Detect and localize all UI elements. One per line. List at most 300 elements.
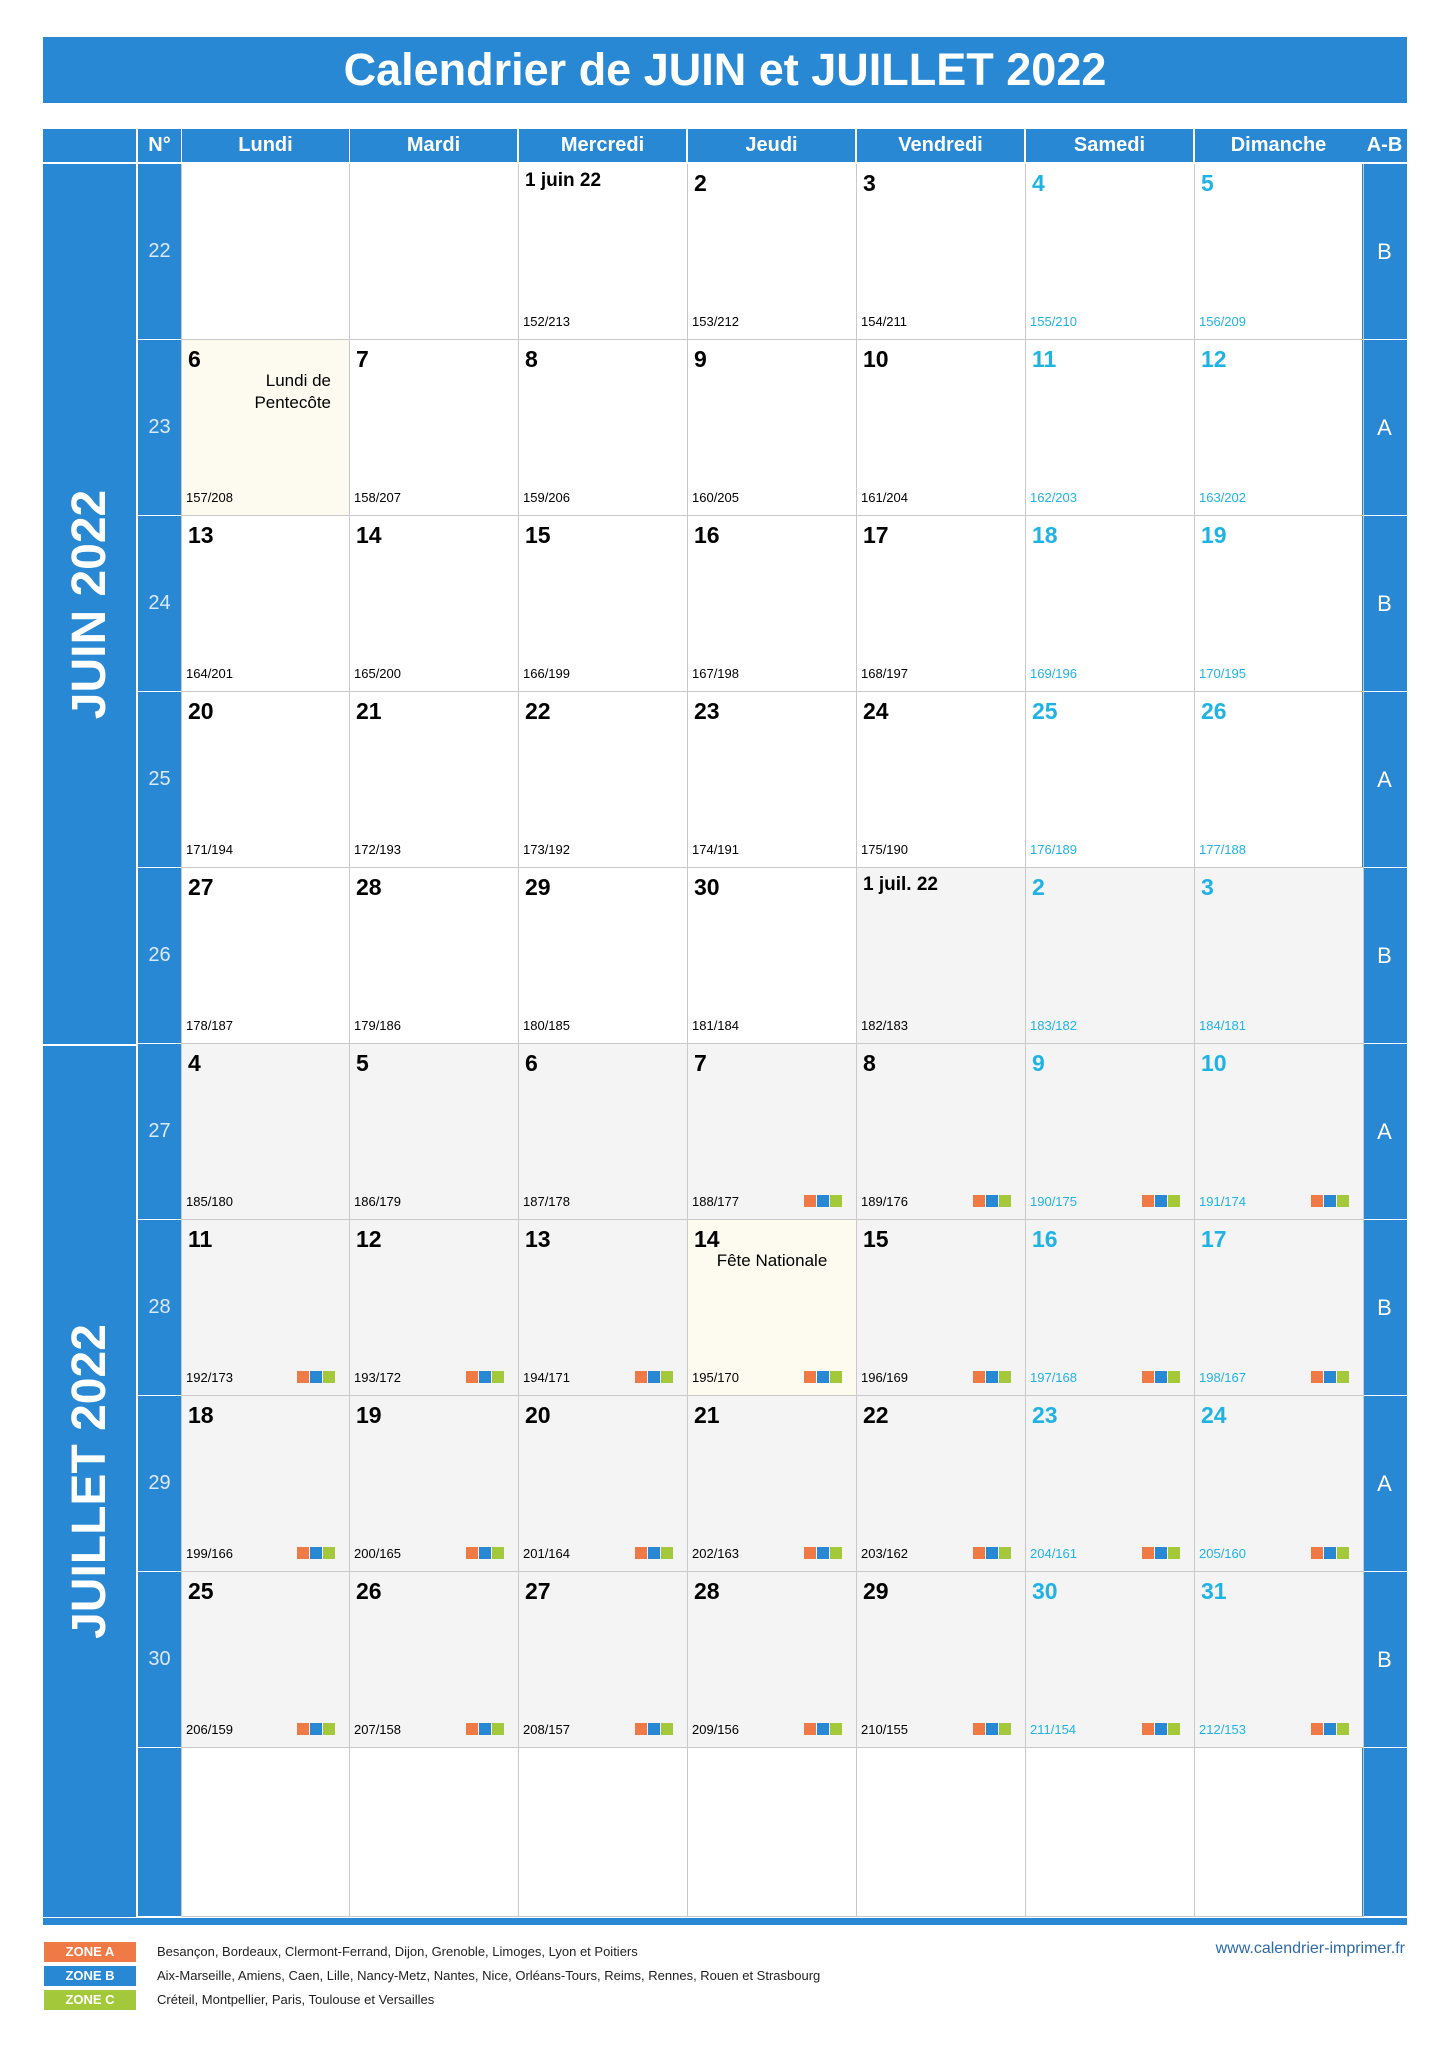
school-zone-markers: [466, 1723, 504, 1735]
day-number: 14: [356, 522, 382, 548]
day-cell[interactable]: [350, 868, 519, 1044]
day-of-year: 168/197: [861, 666, 908, 681]
day-of-year: 155/210: [1030, 314, 1077, 329]
day-number: 6: [188, 346, 201, 372]
day-number: 16: [1032, 1226, 1058, 1252]
zone-c-square: [661, 1723, 673, 1735]
zone-a-square: [466, 1723, 478, 1735]
day-number: 4: [1032, 170, 1045, 196]
day-number: 25: [1032, 698, 1058, 724]
day-number: 29: [863, 1578, 889, 1604]
zone-c-square: [999, 1723, 1011, 1735]
zone-c-square: [1337, 1547, 1349, 1559]
zone-badge-c: ZONE C: [44, 1990, 136, 2010]
day-cell[interactable]: [857, 868, 1026, 1044]
day-of-year: 208/157: [523, 1722, 570, 1737]
day-cell[interactable]: [1026, 164, 1195, 340]
zone-a-square: [466, 1547, 478, 1559]
day-cell[interactable]: [519, 1396, 688, 1572]
school-zone-markers: [973, 1371, 1011, 1383]
day-of-year: 186/179: [354, 1194, 401, 1209]
school-zone-markers: [973, 1547, 1011, 1559]
website-link[interactable]: www.calendrier-imprimer.fr: [1215, 1940, 1405, 1957]
month-strip-june: [43, 164, 136, 1044]
day-of-year: 198/167: [1199, 1370, 1246, 1385]
zone-b-square: [310, 1723, 322, 1735]
zone-cities-c: Créteil, Montpellier, Paris, Toulouse et Versailles: [157, 1992, 435, 2007]
day-of-year: 173/192: [523, 842, 570, 857]
zone-badge-a: ZONE A: [44, 1942, 136, 1962]
day-cell[interactable]: [1026, 692, 1195, 868]
day-cell[interactable]: [1195, 1396, 1364, 1572]
school-zone-markers: [973, 1195, 1011, 1207]
day-number: 22: [525, 698, 551, 724]
day-cell[interactable]: [857, 1748, 1026, 1917]
zone-b-square: [1155, 1547, 1167, 1559]
day-number: 5: [356, 1050, 369, 1076]
zone-a-square: [635, 1723, 647, 1735]
day-cell[interactable]: [1195, 1220, 1364, 1396]
school-zone-markers: [1311, 1547, 1349, 1559]
day-of-year: 212/153: [1199, 1722, 1246, 1737]
zone-b-square: [1155, 1723, 1167, 1735]
week-ab-indicator: B: [1362, 1220, 1407, 1395]
day-number: 21: [694, 1402, 720, 1428]
day-cell[interactable]: [857, 1572, 1026, 1748]
day-number: 22: [863, 1402, 889, 1428]
day-cell[interactable]: [181, 868, 350, 1044]
day-number: 3: [863, 170, 876, 196]
day-cell[interactable]: [1195, 692, 1364, 868]
day-cell[interactable]: [181, 1572, 350, 1748]
day-of-year: 195/170: [692, 1370, 739, 1385]
zone-b-square: [817, 1371, 829, 1383]
zone-c-square: [323, 1371, 335, 1383]
day-of-year: 167/198: [692, 666, 739, 681]
day-cell[interactable]: [181, 692, 350, 868]
day-cell[interactable]: [1195, 1748, 1364, 1917]
school-zone-markers: [466, 1547, 504, 1559]
zone-b-square: [1155, 1195, 1167, 1207]
day-number: 8: [863, 1050, 876, 1076]
day-cell[interactable]: [181, 1396, 350, 1572]
day-cell[interactable]: [1026, 1748, 1195, 1917]
zone-a-square: [973, 1195, 985, 1207]
zone-b-square: [1324, 1723, 1336, 1735]
school-zone-markers: [297, 1371, 335, 1383]
zone-a-square: [297, 1547, 309, 1559]
day-number: 6: [525, 1050, 538, 1076]
zone-b-square: [817, 1195, 829, 1207]
week-ab-indicator: B: [1362, 164, 1407, 339]
day-cell[interactable]: [1026, 1396, 1195, 1572]
day-of-year: 160/205: [692, 490, 739, 505]
zone-a-square: [1142, 1371, 1154, 1383]
week-number: [138, 1748, 181, 1916]
day-number: 18: [1032, 522, 1058, 548]
month-label-july: [43, 1046, 136, 1917]
day-of-year: 197/168: [1030, 1370, 1077, 1385]
month-label-june: [43, 164, 136, 1044]
zone-c-square: [1337, 1195, 1349, 1207]
day-number: 19: [1201, 522, 1227, 548]
day-of-year: 193/172: [354, 1370, 401, 1385]
day-of-year: 191/174: [1199, 1194, 1246, 1209]
zone-b-square: [986, 1723, 998, 1735]
week-number: 27: [138, 1044, 181, 1219]
day-cell[interactable]: [688, 1220, 857, 1396]
week-number: 24: [138, 516, 181, 691]
day-cell[interactable]: [350, 164, 519, 340]
day-of-year: 184/181: [1199, 1018, 1246, 1033]
day-cell[interactable]: [1026, 1220, 1195, 1396]
day-cell[interactable]: [688, 340, 857, 516]
day-number: 20: [188, 698, 214, 724]
zone-b-square: [479, 1547, 491, 1559]
week-ab-indicator: B: [1362, 516, 1407, 691]
zone-a-square: [635, 1371, 647, 1383]
day-cell[interactable]: [519, 1220, 688, 1396]
school-zone-markers: [1142, 1723, 1180, 1735]
day-number: 8: [525, 346, 538, 372]
day-number: 16: [694, 522, 720, 548]
day-of-year: 156/209: [1199, 314, 1246, 329]
week-number: 30: [138, 1572, 181, 1747]
day-number: 12: [356, 1226, 382, 1252]
day-of-year: 159/206: [523, 490, 570, 505]
zone-a-square: [1311, 1371, 1323, 1383]
day-cell[interactable]: [688, 1572, 857, 1748]
day-of-year: 175/190: [861, 842, 908, 857]
day-number: 12: [1201, 346, 1227, 372]
day-cell[interactable]: [688, 1748, 857, 1917]
day-cell[interactable]: [688, 164, 857, 340]
day-cell[interactable]: [519, 692, 688, 868]
school-zone-markers: [804, 1723, 842, 1735]
zone-c-square: [999, 1547, 1011, 1559]
day-of-year: 181/184: [692, 1018, 739, 1033]
school-zone-markers: [1142, 1195, 1180, 1207]
day-of-year: 166/199: [523, 666, 570, 681]
day-cell[interactable]: [857, 1396, 1026, 1572]
week-ab-indicator: A: [1362, 692, 1407, 867]
day-of-year: 153/212: [692, 314, 739, 329]
day-number: 5: [1201, 170, 1214, 196]
header-day-4: Jeudi: [688, 129, 855, 162]
day-of-year: 176/189: [1030, 842, 1077, 857]
school-zone-markers: [297, 1547, 335, 1559]
day-number: 17: [1201, 1226, 1227, 1252]
day-of-year: 177/188: [1199, 842, 1246, 857]
day-cell[interactable]: [857, 692, 1026, 868]
zone-c-square: [661, 1547, 673, 1559]
day-of-year: 202/163: [692, 1546, 739, 1561]
day-cell[interactable]: [350, 1748, 519, 1917]
day-number: 24: [1201, 1402, 1227, 1428]
zone-b-square: [479, 1371, 491, 1383]
page-title: Calendrier de JUIN et JUILLET 2022: [43, 37, 1407, 103]
week-number: 28: [138, 1220, 181, 1395]
header-day-7: Dimanche: [1195, 129, 1362, 162]
school-zone-markers: [804, 1371, 842, 1383]
week-number: 29: [138, 1396, 181, 1571]
zone-c-square: [1337, 1723, 1349, 1735]
zone-badge-b: ZONE B: [44, 1966, 136, 1986]
zone-c-square: [1168, 1547, 1180, 1559]
day-of-year: 154/211: [861, 314, 908, 329]
zone-b-square: [648, 1723, 660, 1735]
day-cell[interactable]: [1026, 1044, 1195, 1220]
day-cell[interactable]: [350, 1396, 519, 1572]
zone-b-square: [1324, 1195, 1336, 1207]
school-zone-markers: [1142, 1547, 1180, 1559]
day-number: 10: [1201, 1050, 1227, 1076]
day-number: 1 juin 22: [525, 170, 602, 191]
school-zone-markers: [297, 1723, 335, 1735]
school-zone-markers: [1311, 1371, 1349, 1383]
day-of-year: 161/204: [861, 490, 908, 505]
day-number: 29: [525, 874, 551, 900]
day-of-year: 163/202: [1199, 490, 1246, 505]
zone-a-square: [1311, 1547, 1323, 1559]
day-of-year: 207/158: [354, 1722, 401, 1737]
day-number: 19: [356, 1402, 382, 1428]
month-name-june: JUIN 2022: [63, 489, 117, 719]
day-cell[interactable]: [1195, 1572, 1364, 1748]
day-of-year: 199/166: [186, 1546, 233, 1561]
zone-a-square: [1142, 1547, 1154, 1559]
day-number: 26: [356, 1578, 382, 1604]
day-cell[interactable]: [519, 1044, 688, 1220]
day-of-year: 172/193: [354, 842, 401, 857]
day-number: 7: [694, 1050, 707, 1076]
day-cell[interactable]: [1026, 516, 1195, 692]
day-of-year: 182/183: [861, 1018, 908, 1033]
day-number: 20: [525, 1402, 551, 1428]
day-of-year: 211/154: [1030, 1722, 1077, 1737]
day-cell[interactable]: [857, 340, 1026, 516]
day-of-year: 170/195: [1199, 666, 1246, 681]
day-of-year: 188/177: [692, 1194, 739, 1209]
day-cell[interactable]: [350, 1044, 519, 1220]
zone-a-square: [1311, 1195, 1323, 1207]
month-strip-july: [43, 1046, 136, 1917]
school-zone-markers: [1142, 1371, 1180, 1383]
school-zone-markers: [804, 1195, 842, 1207]
day-of-year: 206/159: [186, 1722, 233, 1737]
zone-c-square: [1168, 1723, 1180, 1735]
day-number: 14: [694, 1226, 720, 1252]
day-number: 30: [694, 874, 720, 900]
day-cell[interactable]: [350, 692, 519, 868]
day-number: 26: [1201, 698, 1227, 724]
day-of-year: 187/178: [523, 1194, 570, 1209]
header-week-number: N°: [138, 129, 181, 162]
day-of-year: 180/185: [523, 1018, 570, 1033]
zone-a-square: [1311, 1723, 1323, 1735]
header-day-1: Lundi: [182, 129, 349, 162]
day-of-year: 171/194: [186, 842, 233, 857]
header-day-5: Vendredi: [857, 129, 1024, 162]
day-cell[interactable]: [1195, 516, 1364, 692]
day-of-year: 158/207: [354, 490, 401, 505]
header-blank: [43, 129, 136, 162]
day-cell[interactable]: [519, 516, 688, 692]
zone-a-square: [297, 1723, 309, 1735]
day-cell[interactable]: [857, 1220, 1026, 1396]
zone-c-square: [830, 1723, 842, 1735]
zone-a-square: [804, 1547, 816, 1559]
day-cell[interactable]: [1195, 1044, 1364, 1220]
day-of-year: 179/186: [354, 1018, 401, 1033]
day-cell[interactable]: [857, 1044, 1026, 1220]
day-cell[interactable]: [350, 1220, 519, 1396]
zone-a-square: [1142, 1723, 1154, 1735]
day-of-year: 194/171: [523, 1370, 570, 1385]
zone-b-square: [1324, 1547, 1336, 1559]
zone-c-square: [999, 1195, 1011, 1207]
day-number: 28: [694, 1578, 720, 1604]
day-cell[interactable]: [1026, 1572, 1195, 1748]
day-number: 25: [188, 1578, 214, 1604]
zone-a-square: [804, 1195, 816, 1207]
school-zone-markers: [635, 1723, 673, 1735]
school-zone-markers: [1311, 1723, 1349, 1735]
school-zone-markers: [973, 1723, 1011, 1735]
holiday-label: Lundi de Pentecôte: [254, 371, 331, 412]
zone-c-square: [999, 1371, 1011, 1383]
zone-b-square: [648, 1547, 660, 1559]
day-cell[interactable]: [688, 1044, 857, 1220]
day-cell[interactable]: [1195, 340, 1364, 516]
day-number: 1 juil. 22: [863, 874, 938, 895]
day-cell[interactable]: [181, 164, 350, 340]
zone-a-square: [297, 1371, 309, 1383]
day-number: 2: [1032, 874, 1045, 900]
week-number: 22: [138, 164, 181, 339]
week-number: 25: [138, 692, 181, 867]
zone-c-square: [492, 1547, 504, 1559]
day-cell[interactable]: [181, 340, 350, 516]
day-number: 11: [1032, 346, 1057, 372]
day-number: 2: [694, 170, 707, 196]
day-of-year: 200/165: [354, 1546, 401, 1561]
zone-c-square: [1168, 1195, 1180, 1207]
day-number: 27: [525, 1578, 551, 1604]
day-number: 11: [188, 1226, 213, 1252]
zone-c-square: [830, 1547, 842, 1559]
week-ab-indicator: A: [1362, 1396, 1407, 1571]
day-number: 13: [188, 522, 214, 548]
day-of-year: 209/156: [692, 1722, 739, 1737]
day-number: 23: [1032, 1402, 1058, 1428]
day-number: 30: [1032, 1578, 1058, 1604]
week-ab-indicator: B: [1362, 868, 1407, 1043]
day-of-year: 174/191: [692, 842, 739, 857]
day-cell[interactable]: [1026, 868, 1195, 1044]
day-number: 7: [356, 346, 369, 372]
week-ab-indicator: B: [1362, 1572, 1407, 1747]
zone-a-square: [466, 1371, 478, 1383]
day-cell[interactable]: [688, 1396, 857, 1572]
day-cell[interactable]: [857, 164, 1026, 340]
day-of-year: 205/160: [1199, 1546, 1246, 1561]
zone-a-square: [804, 1371, 816, 1383]
day-cell[interactable]: [181, 1044, 350, 1220]
day-cell[interactable]: [181, 1748, 350, 1917]
day-number: 9: [694, 346, 707, 372]
day-cell[interactable]: [519, 1572, 688, 1748]
zone-cities-b: Aix-Marseille, Amiens, Caen, Lille, Nancy-Metz, Nantes, Nice, Orléans-Tours, Reims, Rennes, Rouen et Strasbourg: [157, 1968, 821, 1983]
day-cell[interactable]: [181, 1220, 350, 1396]
zone-b-square: [648, 1371, 660, 1383]
week-ab-indicator: A: [1362, 1044, 1407, 1219]
day-cell[interactable]: [519, 868, 688, 1044]
month-name-july: JUILLET 2022: [63, 1324, 117, 1639]
school-zone-markers: [466, 1371, 504, 1383]
zone-c-square: [492, 1371, 504, 1383]
day-of-year: 178/187: [186, 1018, 233, 1033]
day-of-year: 189/176: [861, 1194, 908, 1209]
day-of-year: 192/173: [186, 1370, 233, 1385]
day-cell[interactable]: [688, 692, 857, 868]
zone-b-square: [986, 1547, 998, 1559]
day-cell[interactable]: [519, 164, 688, 340]
day-cell[interactable]: [1026, 340, 1195, 516]
header-ab: A-B: [1362, 129, 1407, 162]
day-number: 9: [1032, 1050, 1045, 1076]
zone-cities-a: Besançon, Bordeaux, Clermont-Ferrand, Dijon, Grenoble, Limoges, Lyon et Poitiers: [157, 1944, 638, 1959]
day-cell[interactable]: [350, 1572, 519, 1748]
day-number: 15: [525, 522, 551, 548]
header-day-3: Mercredi: [519, 129, 686, 162]
zone-b-square: [1155, 1371, 1167, 1383]
day-cell[interactable]: [350, 340, 519, 516]
zone-a-square: [973, 1371, 985, 1383]
day-of-year: 169/196: [1030, 666, 1077, 681]
day-number: 21: [356, 698, 382, 724]
zone-c-square: [1337, 1371, 1349, 1383]
day-cell[interactable]: [688, 516, 857, 692]
day-of-year: 162/203: [1030, 490, 1077, 505]
day-cell[interactable]: [688, 868, 857, 1044]
school-zone-markers: [1311, 1195, 1349, 1207]
zone-c-square: [830, 1371, 842, 1383]
zone-a-square: [973, 1547, 985, 1559]
school-zone-markers: [635, 1371, 673, 1383]
day-cell[interactable]: [519, 1748, 688, 1917]
zone-b-square: [310, 1547, 322, 1559]
week-ab-indicator: A: [1362, 340, 1407, 515]
day-of-year: 190/175: [1030, 1194, 1077, 1209]
zone-b-square: [310, 1371, 322, 1383]
day-cell[interactable]: [1195, 868, 1364, 1044]
day-number: 13: [525, 1226, 551, 1252]
school-zone-markers: [635, 1547, 673, 1559]
day-cell[interactable]: [519, 340, 688, 516]
day-number: 23: [694, 698, 720, 724]
day-of-year: 165/200: [354, 666, 401, 681]
day-cell[interactable]: [350, 516, 519, 692]
day-of-year: 210/155: [861, 1722, 908, 1737]
holiday-label: Fête Nationale: [716, 1251, 828, 1270]
footer-divider: [43, 1918, 1407, 1925]
school-zone-markers: [804, 1547, 842, 1559]
day-cell[interactable]: [181, 516, 350, 692]
day-cell[interactable]: [857, 516, 1026, 692]
day-cell[interactable]: [1195, 164, 1364, 340]
day-number: 28: [356, 874, 382, 900]
